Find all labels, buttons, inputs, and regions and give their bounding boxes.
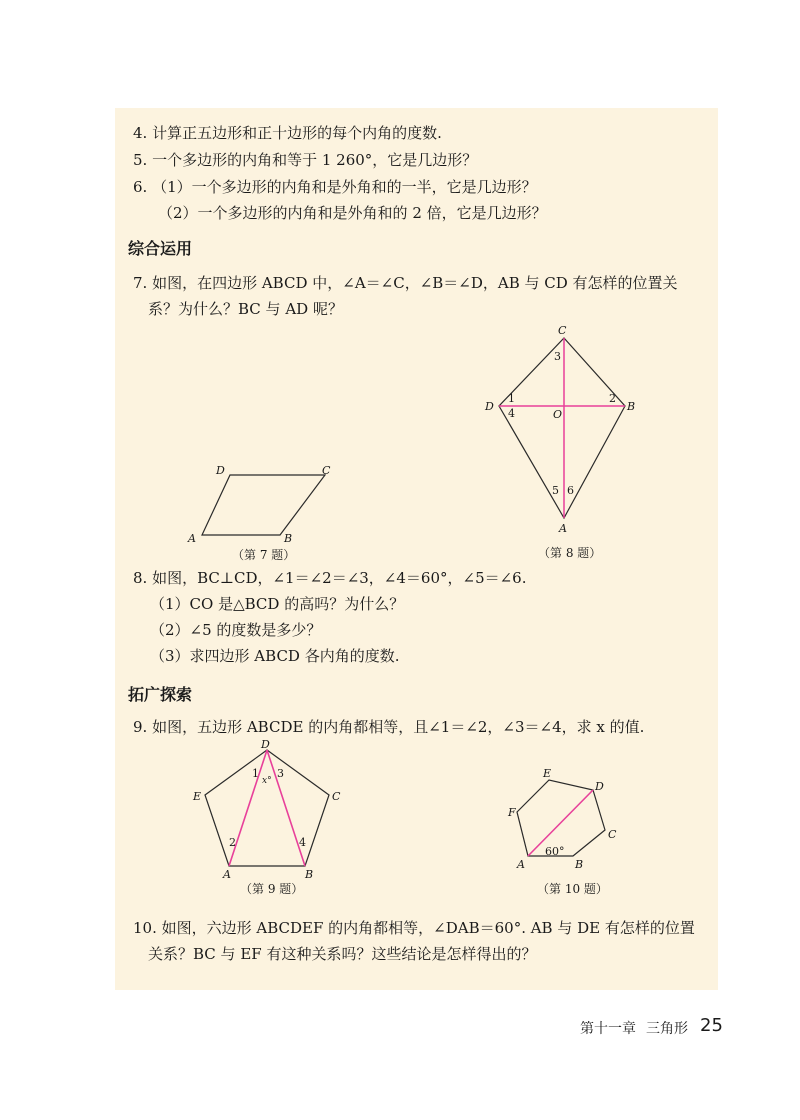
footer-title: 三角形 (646, 1021, 688, 1037)
fig8-label-b: B (627, 400, 636, 413)
fig8-angle-4: 4 (508, 407, 515, 420)
fig9-label-b: B (305, 868, 314, 881)
fig10-label-c: C (608, 828, 617, 841)
fig9-label-d: D (261, 738, 270, 751)
figure-8-kite (475, 322, 655, 542)
fig8-angle-3: 3 (554, 350, 561, 363)
fig7-label-d: D (216, 464, 225, 477)
question-6-part-2: （2）一个多边形的内角和是外角和的 2 倍，它是几边形？ (158, 204, 547, 222)
question-8-part-1: （1）CO 是△BCD 的高吗？为什么？ (150, 595, 405, 613)
figure-7-caption: （第 7 题） (232, 548, 296, 562)
fig9-label-c: C (332, 790, 341, 803)
fig9-angle-x: x° (262, 776, 272, 786)
page-number: 25 (700, 1015, 723, 1036)
question-10-line-2: 关系？BC 与 EF 有这种关系吗？这些结论是怎样得出的？ (148, 945, 537, 963)
fig9-angle-1: 1 (252, 767, 259, 780)
fig8-label-a: A (559, 522, 567, 535)
section-heading-zonghe: 综合运用 (128, 239, 193, 258)
fig8-angle-5: 5 (552, 484, 559, 497)
fig9-angle-2: 2 (229, 836, 236, 849)
figure-9-caption: （第 9 题） (240, 882, 304, 896)
fig9-label-e: E (193, 790, 202, 803)
fig8-label-d: D (485, 400, 494, 413)
fig10-label-b: B (575, 858, 584, 871)
question-8-part-3: （3）求四边形 ABCD 各内角的度数. (150, 647, 400, 665)
figure-8-caption: （第 8 题） (538, 546, 602, 560)
fig7-label-b: B (284, 532, 293, 545)
question-9: 9. 如图，五边形 ABCDE 的内角都相等，且∠1＝∠2，∠3＝∠4，求 x 的值. (133, 718, 645, 736)
fig10-angle-60: 60° (545, 845, 565, 858)
question-4: 4. 计算正五边形和正十边形的每个内角的度数. (133, 124, 442, 142)
pentagon-abcde (205, 750, 329, 866)
fig8-label-o: O (553, 408, 563, 421)
fig10-label-a: A (517, 858, 525, 871)
figure-10-hexagon (505, 768, 625, 878)
question-7-line-1: 7. 如图，在四边形 ABCD 中，∠A＝∠C，∠B＝∠D，AB 与 CD 有怎样的位置关 (133, 274, 678, 292)
fig9-angle-3: 3 (277, 767, 284, 780)
footer-chapter: 第十一章 (580, 1021, 636, 1037)
question-7-line-2: 系？为什么？BC 与 AD 呢？ (148, 300, 343, 318)
question-8: 8. 如图，BC⊥CD，∠1＝∠2＝∠3，∠4＝60°，∠5＝∠6. (133, 569, 527, 587)
figure-9-pentagon (195, 740, 355, 880)
fig7-label-c: C (322, 464, 331, 477)
fig8-angle-1: 1 (508, 392, 515, 405)
fig9-label-a: A (223, 868, 231, 881)
figure-7-parallelogram (180, 460, 350, 545)
question-10-line-1: 10. 如图，六边形 ABCDEF 的内角都相等，∠DAB＝60°. AB 与 DE 有怎样的位置 (133, 919, 695, 937)
section-heading-tuoguang: 拓广探索 (128, 685, 193, 704)
parallelogram-abcd (202, 475, 325, 535)
fig8-label-c: C (558, 324, 567, 337)
fig8-angle-2: 2 (609, 392, 616, 405)
figure-10-caption: （第 10 题） (537, 882, 608, 896)
quadrilateral-abcd (499, 338, 625, 518)
question-6-part-1: 6. （1）一个多边形的内角和是外角和的一半，它是几边形？ (133, 178, 537, 196)
question-5: 5. 一个多边形的内角和等于 1 260°，它是几边形？ (133, 151, 478, 169)
fig10-label-f: F (508, 806, 516, 819)
fig10-label-d: D (595, 780, 604, 793)
fig9-angle-4: 4 (299, 836, 306, 849)
fig7-label-a: A (188, 532, 196, 545)
fig10-label-e: E (543, 767, 552, 780)
fig8-angle-6: 6 (567, 484, 574, 497)
question-8-part-2: （2）∠5 的度数是多少？ (150, 621, 322, 639)
